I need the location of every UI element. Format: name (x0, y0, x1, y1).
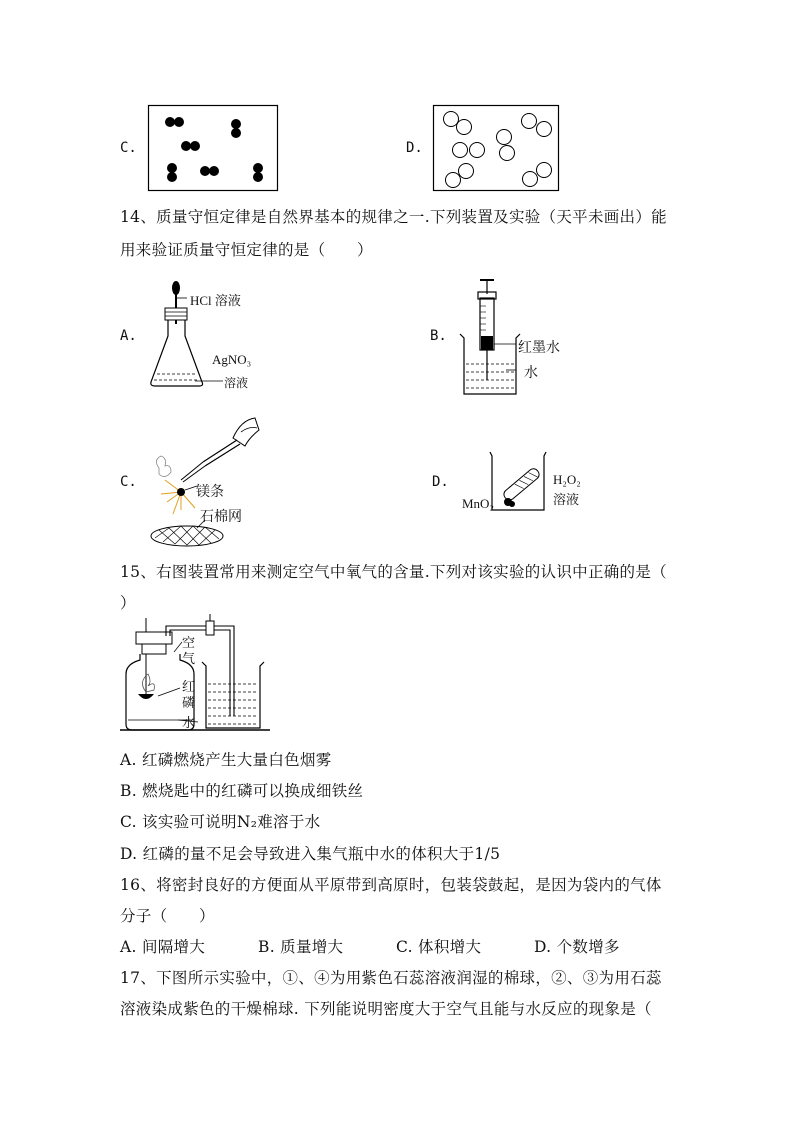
q16-option-c: C. 体积增大 (396, 938, 482, 956)
q14-d-mno2-label: MnO₂ (462, 496, 494, 511)
q15-fig-water-label: 水 (182, 716, 196, 731)
q14-option-d-label: D. (432, 474, 449, 490)
q14-d-h2o2-label: H₂O₂ (553, 472, 581, 487)
q13-option-c-label: C. (120, 140, 137, 156)
q16-option-d: D. 个数增多 (534, 938, 620, 956)
q13-option-d-label: D. (406, 140, 423, 156)
q14-option-c-label: C. (120, 474, 137, 490)
q14-a-hcl-label: HCl 溶液 (190, 293, 241, 308)
q15-stem-line1: 15、右图装置常用来测定空气中氧气的含量.下列对该实验的认识中正确的是（ (120, 563, 667, 581)
q14-c-mg-label: 镁条 (196, 484, 224, 500)
q14-stem-line1: 14、质量守恒定律是自然界基本的规律之一.下列装置及实验（天平未画出）能 (120, 208, 667, 226)
q16-option-a: A. 间隔增大 (120, 938, 206, 956)
q14-option-a-label: A. (120, 328, 137, 344)
q14-option-b-label: B. (430, 328, 447, 344)
q14-stem-line2: 用来验证质量守恒定律的是（ ） (120, 241, 373, 259)
q13-particle-diagram-c (148, 105, 278, 191)
q16-stem-line1: 16、将密封良好的方便面从平原带到高原时，包装袋鼓起，是因为袋内的气体 (120, 876, 662, 894)
q15-fig-air-label: 空气 (182, 636, 196, 667)
q14-magnesium-burning-diagram (145, 410, 265, 550)
q15-oxygen-measurement-apparatus (118, 612, 273, 734)
q14-h2o2-mno2-diagram (488, 448, 558, 514)
q16-stem-line2: 分子（ ） (120, 907, 215, 925)
q17-stem-line1: 17、下图所示实验中，①、④为用紫色石蕊溶液润湿的棉球，②、③为用石蕊 (120, 969, 662, 987)
q15-option-d: D. 红磷的量不足会导致进入集气瓶中水的体积大于1/5 (120, 845, 501, 863)
q17-stem-line2: 溶液染成紫色的干燥棉球. 下列能说明密度大于空气且能与水反应的现象是（ (120, 1000, 652, 1018)
q15-option-a: A. 红磷燃烧产生大量白色烟雾 (120, 751, 332, 769)
q15-option-c: C. 该实验可说明N₂难溶于水 (120, 813, 321, 831)
q14-a-agno3-label: AgNO₃ (212, 352, 252, 367)
q15-stem-line2: ） (120, 594, 136, 612)
q14-b-water-label: 水 (524, 365, 538, 381)
q14-c-net-label: 石棉网 (200, 509, 242, 525)
q16-option-b: B. 质量增大 (258, 938, 344, 956)
q14-a-solution-label: 溶液 (224, 376, 249, 390)
q15-fig-red-p-label: 红磷 (182, 680, 196, 711)
q14-d-solution-label: 溶液 (553, 493, 580, 508)
q14-b-red-ink-label: 红墨水 (518, 340, 560, 356)
q15-option-b: B. 燃烧匙中的红磷可以换成细铁丝 (120, 782, 364, 800)
q13-particle-diagram-d (433, 105, 559, 191)
